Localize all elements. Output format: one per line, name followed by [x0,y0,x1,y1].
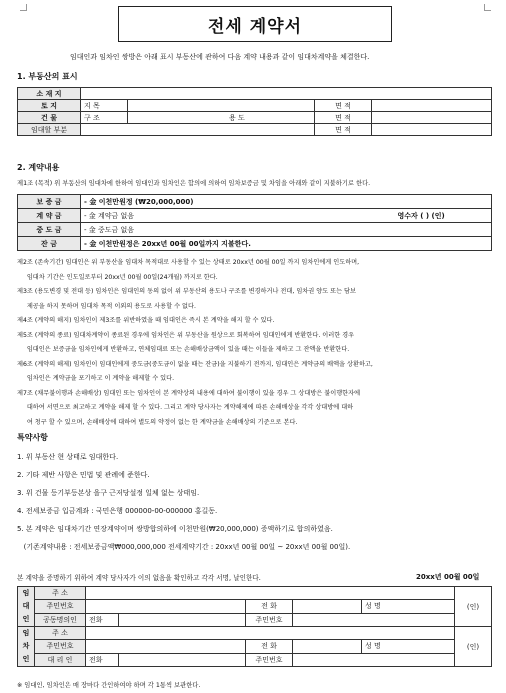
parties-table [17,586,492,667]
article-line: 임대차 기간은 인도일로부터 20xx년 00월 00일(24개월) 까지로 한다. [17,273,218,281]
cell-label: 전 화 [246,640,293,653]
article-line: 제5조 (계약의 종료) 임대차계약이 종료된 경우에 임차인은 위 부동산을 원상으로 회복하여 임대인에게 반환한다. 이러한 경우 [17,331,355,339]
special-term-item: 5. 본 계약은 임대차기간 연장계약이며 쌍방합의하에 이천만원(₩20,000,000) 증액하기로 합의하였음. [17,525,333,533]
cell-label: 보 증 금 [18,195,81,209]
cell-label: 전화 [86,613,119,626]
address-cell[interactable] [81,88,492,100]
value-cell[interactable] [119,613,246,626]
landlord-label [18,587,35,627]
corner-mark [20,4,27,11]
articles-list [17,256,497,430]
value-cell[interactable] [86,640,246,653]
value-cell[interactable] [372,100,492,112]
value-cell[interactable] [293,640,362,653]
tenant-char: 임 [22,629,30,637]
value-cell[interactable] [362,600,455,613]
landlord-char: 임 [22,589,30,597]
balance-value: - 金 이천만원정은 20xx년 00월 00일까지 지불한다. [81,237,492,251]
special-term-item: 4. 전세보증금 입금계좌 : 국민은행 000000-00-000000 홍길동. [17,507,218,515]
cell-label: 계 약 금 [18,209,81,223]
tenant-char: 차 [22,642,30,650]
article-line: 여 청구 할 수 있으며, 손해배상에 대하여 별도의 약정이 없는 한 계약금을 손해배상의 기준으로 본다. [17,418,298,426]
intro-text: 임대인과 임차인 쌍방은 아래 표시 부동산에 관하여 다음 계약 내용과 같이 임대차계약을 체결한다. [70,53,370,61]
cell-label: 대 리 인 [35,653,86,666]
receiver-label: 영수자 ( ) (인) [397,211,445,220]
cell-label: 용 도 [229,113,245,122]
cell-label: 주민번호 [246,653,293,666]
table-row [18,627,492,640]
special-term-item: 3. 위 건물 등기부등본상 을구 근저당설정 일체 없는 상태임. [17,489,200,497]
down-payment-value: - 金 계약금 없음 [84,211,135,220]
table-row [18,640,492,653]
value-cell [81,209,492,223]
cell-label: 성 명 [365,642,381,651]
cell-label: 임대할 부분 [18,124,81,136]
table-row [18,223,492,237]
table-row [18,653,492,666]
tenant-seal: (인) [455,627,492,667]
cell-label: 지 목 [81,100,128,112]
footnote: ※ 임대인, 임차인은 매 장마다 간인하여야 하며 각 1통씩 보관한다. [17,682,201,689]
section2-heading: 2. 계약내용 [17,163,60,172]
table-row [18,124,492,136]
tenant-address[interactable] [86,627,455,640]
article-line: 제2조 (존속기간) 임대인은 위 부동산을 임대차 목적대로 사용할 수 있는 상태로 20xx년 00월 00일 까지 임차인에게 인도하며, [17,259,360,266]
table-row [18,100,492,112]
cell-label: 전화 [86,653,119,666]
article-line: 임대인은 보증금을 임차인에게 반환하고, 연체임대료 또는 손해배상금액이 있을 때는 이들을 제하고 그 잔액을 반환한다. [17,346,350,353]
property-table [17,87,492,136]
cell-label: 공동명의인 [35,613,86,626]
article-1: 제1조 (목적) 위 부동산의 임대차에 한하여 임대인과 임차인은 합의에 의하여 임차보증금 및 차임을 아래와 같이 지불하기로 한다. [17,180,371,187]
special-terms-list [17,448,497,556]
value-cell[interactable] [86,600,246,613]
landlord-char: 인 [22,615,30,623]
cell-label: 주 소 [35,627,86,640]
cell-label: 주민번호 [35,640,86,653]
table-row [18,112,492,124]
table-row [18,209,492,223]
landlord-address[interactable] [86,587,455,600]
cell-label: 주민번호 [35,600,86,613]
special-term-item: (기존계약내용 : 전세보증금액₩000,000,000 전세계약기간 : 20xx년 00월 00일 ~ 20xx년 00월 00일). [17,543,351,551]
value-cell[interactable] [372,124,492,136]
value-cell[interactable] [293,613,455,626]
cell-label: 면 적 [315,124,372,136]
cell-label: 면 적 [315,100,372,112]
landlord-seal: (인) [455,587,492,627]
value-cell[interactable] [81,124,315,136]
section1-heading: 1. 부동산의 표시 [17,72,78,81]
cell-label: 면 적 [315,112,372,124]
table-row [18,613,492,626]
mid-payment-value: - 金 중도금 없음 [81,223,492,237]
cell-label: 주민번호 [246,613,293,626]
tenant-label [18,627,35,667]
tenant-char: 인 [22,655,30,663]
closing-text: 본 계약을 증명하기 위하여 계약 당사자가 이의 없음을 확인하고 각각 서명, 날인한다. [17,574,261,582]
article-line: 제6조 (계약의 해제) 임차인이 임대인에게 중도금(중도금이 없을 때는 잔금)을 지불하기 전까지, 임대인은 계약금의 배액을 상환하고, [17,360,373,368]
article-line: 임차인은 계약금을 포기하고 이 계약을 해제할 수 있다. [17,375,175,382]
cell-label: 토 지 [18,100,81,112]
contract-title: 전세 계약서 [118,6,392,42]
payment-table [17,194,492,251]
value-cell[interactable] [293,653,455,666]
table-row [18,237,492,251]
article-line: 제4조 (계약의 해지) 임차인이 제3조를 위반하였을 때 임대인은 즉시 본 계약을 해지 할 수 있다. [17,317,275,324]
article-line: 제공을 하지 못하며 임대차 목적 이외의 용도로 사용할 수 없다. [17,302,196,310]
cell-label: 구 조 [81,112,128,124]
article-line: 대하여 서면으로 최고하고 계약을 해제 할 수 있다. 그리고 계약 당사자는 계약해제에 따른 손해배상을 각각 상대방에 대하 [17,404,354,411]
value-cell[interactable] [128,100,315,112]
contract-date: 20xx년 00월 00일 [416,573,480,581]
cell-label: 중 도 금 [18,223,81,237]
value-cell[interactable] [119,653,246,666]
cell-label: 주 소 [35,587,86,600]
cell-label: 잔 금 [18,237,81,251]
cell-label: 소 재 지 [18,88,81,100]
value-cell[interactable] [372,112,492,124]
cell-label: 전 화 [246,600,293,613]
special-term-item: 2. 기타 제반 사항은 민법 및 관례에 준한다. [17,471,150,479]
value-cell[interactable] [293,600,362,613]
cell-label: 성 명 [365,602,381,611]
special-heading: 특약사항 [17,433,48,442]
corner-mark [484,4,491,11]
article-line: 제3조 (용도변경 및 전대 등) 임차인은 임대인의 동의 없이 위 부동산의 용도나 구조를 변경하거나 전대, 임차권 양도 또는 담보 [17,288,357,295]
deposit-value: - 金 이천만원정 (₩20,000,000) [81,195,492,209]
article-line: 제7조 (채무불이행과 손해배상) 임대인 또는 임차인이 본 계약상의 내용에 대하여 불이행이 있을 경우 그 상대방은 불이행한자에 [17,389,361,397]
value-cell[interactable] [128,112,315,124]
table-row [18,600,492,613]
table-row [18,88,492,100]
special-term-item: 1. 위 부동산 현 상태로 임대한다. [17,453,119,461]
landlord-char: 대 [22,602,30,610]
cell-label: 건 물 [18,112,81,124]
table-row [18,587,492,600]
table-row [18,195,492,209]
value-cell[interactable] [362,640,455,653]
